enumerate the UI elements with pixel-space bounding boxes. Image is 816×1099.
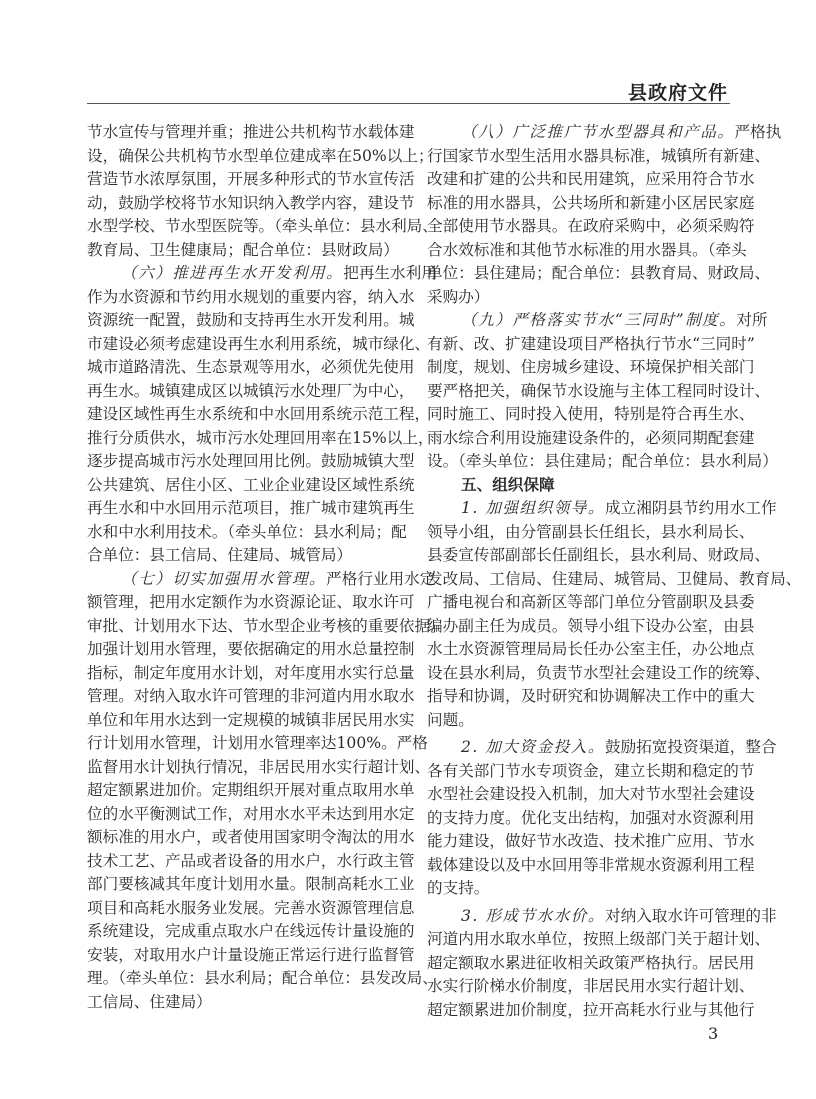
text-line (427, 497, 777, 521)
line-text: 超定额累进加价制度，拉开高耗水行业与其他行 (427, 1000, 755, 1019)
text-line (87, 145, 434, 169)
text-line (87, 709, 415, 733)
page-number: 3 (708, 1024, 719, 1043)
text-line (427, 952, 755, 976)
text-line (427, 333, 755, 357)
text-line (427, 638, 755, 662)
paragraph-lead: （七）切实加强用水管理。 (121, 569, 327, 588)
text-line (427, 905, 777, 929)
paragraph (87, 568, 446, 1015)
text-line (427, 783, 755, 807)
line-text: 作为水资源和节约用水规划的重要内容，纳入水 (87, 287, 415, 306)
text-line (427, 544, 771, 568)
text-line (427, 262, 771, 286)
text-line (87, 403, 431, 427)
line-text: 河道内用水取水单位，按照上级部门关于超计划、 (427, 930, 771, 948)
text-line (87, 920, 415, 944)
text-line (87, 239, 399, 263)
line-text: 五、组织保障 (461, 475, 555, 494)
line-text: 城市道路清洗、生态景观等用水，必须优先使用 (87, 358, 415, 376)
text-line (87, 356, 415, 380)
line-text: 位的水平衡测试工作，对用水水平未达到用水定 (87, 804, 415, 823)
line-text: 节水宣传与管理并重；推进公共机构节水载体建 (87, 123, 415, 141)
text-line (427, 877, 728, 901)
line-text: 标准的用水器具，公共场所和新建小区居民家庭 (427, 193, 755, 212)
line-text: 水和中水利用技术。（牵头单位：县水利局；配 (87, 522, 407, 541)
paragraph (427, 497, 802, 732)
line-text: 有新、改、扩建建设项目严格执行节水“三同时” (427, 334, 755, 353)
paragraph (427, 309, 778, 474)
text-line (427, 239, 747, 263)
text-line (427, 709, 728, 733)
line-text: 额标准的用水户，或者使用国家明令淘汰的用水 (87, 828, 415, 846)
line-text: 设，确保公共机构节水型单位建成率在50%以上； (87, 146, 434, 165)
text-line (87, 286, 415, 310)
line-text: 部门要核减其年度计划用水量。限制高耗水工业 (87, 875, 415, 893)
line-text: 单位：县住建局；配合单位：县教育局、财政局、 (427, 264, 771, 282)
text-line (427, 807, 755, 831)
text-line (87, 850, 415, 874)
text-line (427, 145, 771, 169)
paragraph (427, 121, 782, 309)
paragraph (427, 905, 777, 1023)
text-line (87, 685, 415, 709)
line-text: 水实行阶梯水价制度，非居民用水实行超计划、 (427, 977, 755, 995)
line-text: 发改局、工信局、住建局、城管局、卫健局、教育局、 (427, 569, 802, 588)
text-line (427, 215, 755, 239)
line-text: 的支持力度。优化支出结构，加强对水资源利用 (427, 808, 755, 827)
text-line (87, 333, 431, 357)
line-text: 单位和年用水达到一定规模的城镇非居民用水实 (87, 710, 415, 729)
line-text: 领导小组，由分管副县长任组长，县水利局长、 (427, 522, 755, 541)
paragraph (87, 262, 437, 568)
text-line (427, 568, 802, 592)
line-text: 项目和高耗水服务业发展。完善水资源管理信息 (87, 898, 415, 917)
line-text: 营造节水浓厚氛围，开展多种形式的节水宣传活 (87, 170, 415, 188)
text-line (427, 615, 755, 639)
paragraph-lead: （九）严格落实节水“三同时”制度。 (461, 311, 737, 329)
line-text: 全部使用节水器具。在政府采购中，必须采购符 (427, 217, 755, 235)
line-text: 设在县水利局，负责节水型社会建设工作的统筹、 (427, 663, 771, 682)
line-text: 公共建筑、居住小区、工业企业建设区域性系统 (87, 475, 415, 494)
line-text: 逐步提高城市污水处理回用比例。鼓励城镇大型 (87, 452, 415, 470)
line-text: 严格执 (734, 123, 782, 141)
line-text: 载体建设以及中水回用等非常规水资源利用工程 (427, 855, 755, 874)
line-text: 审批、计划用水下达、节水型企业考核的重要依据。 (87, 616, 446, 635)
paragraph-lead: 2. 加大资金投入。 (461, 738, 605, 756)
line-text: 能力建设，做好节水改造、技术推广应用、节水 (427, 832, 755, 850)
line-text: 要严格把关，确保节水设施与主体工程同时设计、 (427, 381, 771, 400)
text-line (427, 854, 755, 878)
line-text: 采购办） (427, 287, 490, 306)
line-text: 工信局、住建局） (87, 992, 212, 1011)
line-text: 问题。 (427, 710, 474, 729)
section-heading (427, 474, 728, 498)
text-line (87, 450, 415, 474)
text-line (427, 736, 777, 760)
line-text: 超定额取水累进征收相关政策严格执行。居民用 (427, 953, 755, 972)
line-text: 成立湘阴县节约用水工作 (605, 499, 777, 517)
text-line (87, 121, 415, 145)
text-line (87, 380, 415, 404)
line-text: 动，鼓励学校将节水知识纳入教学内容，建设节 (87, 193, 415, 212)
line-text: 再生水和中水回用示范项目，推广城市建筑再生 (87, 499, 415, 517)
text-line (427, 168, 755, 192)
text-line (87, 991, 388, 1015)
line-text: 合单位：县工信局、住建局、城管局） (87, 546, 353, 564)
line-text: 理。（牵头单位：县水利局；配合单位：县发改局、 (87, 969, 438, 987)
text-line (87, 309, 415, 333)
line-text: 县委宣传部副部长任副组长，县水利局、财政局、 (427, 546, 771, 564)
text-line (427, 121, 782, 145)
line-text: 制度，规划、住房城乡建设、环境保护相关部门 (427, 358, 755, 376)
line-text: 行计划用水管理，计划用水管理率达100%。严格 (87, 734, 428, 752)
text-line (427, 286, 728, 310)
text-line (427, 760, 755, 784)
line-text: 管理。对纳入取水许可管理的非河道内用水取水 (87, 687, 415, 705)
paragraph-lead: 1. 加强组织领导。 (461, 499, 605, 517)
text-line (87, 967, 438, 991)
text-line (87, 803, 415, 827)
text-line (87, 568, 436, 592)
text-line (87, 474, 415, 498)
text-line (87, 521, 407, 545)
left-column (87, 121, 446, 1014)
text-line (87, 638, 415, 662)
text-line (87, 192, 415, 216)
text-line (87, 944, 415, 968)
text-line (427, 685, 755, 709)
line-text: 水型学校、节水型医院等。（牵头单位：县水利局、 (87, 217, 438, 235)
line-text: 行国家节水型生活用水器具标准，城镇所有新建、 (427, 146, 771, 165)
line-text: 各有关部门节水专项资金，建立长期和稳定的节 (427, 761, 755, 780)
line-text: 把再生水利用 (343, 264, 437, 282)
text-line (87, 897, 415, 921)
text-line (87, 732, 428, 756)
header-divider (87, 103, 730, 104)
line-text: 对纳入取水许可管理的非 (605, 906, 777, 925)
line-text: 额管理，把用水定额作为水资源论证、取水许可 (87, 593, 415, 611)
text-line (87, 168, 415, 192)
text-line (427, 591, 755, 615)
text-line (87, 779, 415, 803)
paragraph-lead: （六）推进再生水开发利用。 (121, 264, 344, 282)
text-line (427, 830, 755, 854)
line-text: 推行分质供水，城市污水处理回用率在15%以上， (87, 428, 434, 447)
line-text: 编办副主任为成员。领导小组下设办公室，由县 (427, 616, 755, 635)
line-text: 技术工艺、产品或者设备的用水户，水行政主管 (87, 851, 415, 870)
line-text: 改建和扩建的公共和民用建筑，应采用符合节水 (427, 170, 755, 188)
text-line (87, 544, 388, 568)
text-line (87, 591, 415, 615)
line-text: 广播电视台和高新区等部门单位分管副职及县委 (427, 593, 755, 611)
text-line (427, 474, 728, 498)
line-text: 的支持。 (427, 879, 490, 897)
text-line (427, 192, 755, 216)
paragraph-lead: 3. 形成节水水价。 (461, 906, 605, 925)
line-text: 设。（牵头单位：县住建局；配合单位：县水利局） (427, 452, 778, 470)
line-text: 安装，对取用水户计量设施正常运行进行监督管 (87, 945, 415, 964)
line-text: 系统建设，完成重点取水户在线远传计量设施的 (87, 922, 415, 940)
text-line (427, 999, 755, 1023)
text-line (427, 521, 755, 545)
text-line (87, 262, 437, 286)
text-line (427, 309, 768, 333)
line-text: 监督用水计划执行情况，非居民用水实行超计划、 (87, 757, 431, 776)
right-column (427, 121, 802, 1022)
text-line (427, 403, 755, 427)
line-text: 同时施工、同时投入使用，特别是符合再生水、 (427, 405, 755, 423)
line-text: 雨水综合利用设施建设条件的，必须同期配套建 (427, 428, 755, 447)
line-text: 对所 (736, 311, 768, 329)
line-text: 鼓励拓宽投资渠道，整合 (605, 738, 777, 756)
line-text: 水土水资源管理局局长任办公室主任，办公地点 (427, 640, 755, 658)
text-line (87, 873, 415, 897)
line-text: 合水效标准和其他节水标准的用水器具。（牵头 (427, 240, 747, 259)
line-text: 指标，制定年度用水计划，对年度用水实行总量 (87, 663, 415, 682)
text-line (427, 450, 778, 474)
text-line (427, 662, 771, 686)
line-text: 市建设必须考虑建设再生水利用系统，城市绿化、 (87, 334, 431, 353)
line-text: 建设区域性再生水系统和中水回用系统示范工程， (87, 405, 431, 423)
line-text: 水型社会建设投入机制，加大对节水型社会建设 (427, 785, 755, 803)
running-header-title: 县政府文件 (627, 82, 728, 104)
line-text: 超定额累进加价。定期组织开展对重点取用水单 (87, 781, 415, 799)
text-line (87, 756, 431, 780)
text-line (87, 427, 434, 451)
text-line (87, 662, 415, 686)
text-line (427, 356, 755, 380)
text-line (427, 380, 771, 404)
text-line (87, 215, 438, 239)
paragraph (427, 736, 777, 901)
text-line (427, 427, 755, 451)
line-text: 严格行业用水定 (326, 569, 436, 588)
line-text: 教育局、卫生健康局；配合单位：县财政局） (87, 240, 399, 259)
line-text: 指导和协调，及时研究和协调解决工作中的重大 (427, 687, 755, 705)
paragraph (87, 121, 438, 262)
text-line (427, 928, 771, 952)
paragraph-lead: （八）广泛推广节水型器具和产品。 (461, 123, 735, 141)
line-text: 资源统一配置，鼓励和支持再生水开发利用。城 (87, 311, 415, 329)
text-line (427, 975, 755, 999)
line-text: 加强计划用水管理，要依据确定的用水总量控制 (87, 640, 415, 658)
line-text: 再生水。城镇建成区以城镇污水处理厂为中心， (87, 381, 415, 400)
text-line (87, 826, 415, 850)
text-line (87, 497, 415, 521)
text-line (87, 615, 446, 639)
